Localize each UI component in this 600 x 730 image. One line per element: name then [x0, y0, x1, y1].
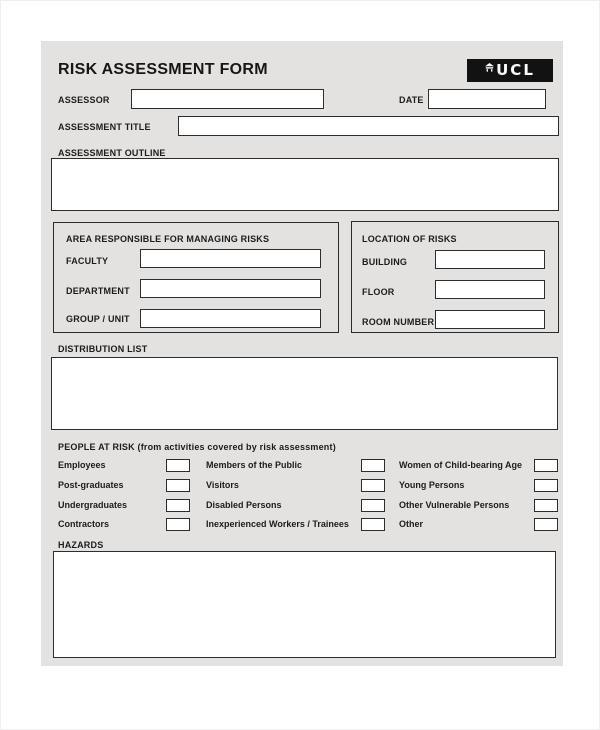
checkbox-visitors[interactable] [361, 479, 385, 492]
checkbox-members-of-the-public[interactable] [361, 459, 385, 472]
area-responsible-header: AREA RESPONSIBLE FOR MANAGING RISKS [66, 234, 270, 244]
checkbox-contractors[interactable] [166, 518, 190, 531]
checkbox-women-of-child-bearing-age[interactable] [534, 459, 558, 472]
assessor-input[interactable] [131, 89, 324, 109]
ucl-portico-icon [485, 63, 494, 72]
building-label: BUILDING [362, 257, 408, 267]
group-unit-input[interactable] [140, 309, 321, 328]
location-of-risks-box [351, 221, 559, 333]
person-category-label: Employees [58, 460, 106, 470]
floor-input[interactable] [435, 280, 545, 299]
date-input[interactable] [428, 89, 546, 109]
person-category-label: Visitors [206, 480, 239, 490]
building-input[interactable] [435, 250, 545, 269]
person-category-label: Members of the Public [206, 460, 303, 470]
person-category-label: Contractors [58, 519, 110, 529]
department-input[interactable] [140, 279, 321, 298]
checkbox-other[interactable] [534, 518, 558, 531]
checkbox-employees[interactable] [166, 459, 190, 472]
assessment-title-input[interactable] [178, 116, 559, 136]
assessment-outline-label: ASSESSMENT OUTLINE [58, 148, 166, 158]
checkbox-disabled-persons[interactable] [361, 499, 385, 512]
assessor-label: ASSESSOR [58, 95, 110, 105]
people-at-risk-row [41, 459, 563, 473]
checkbox-other-vulnerable-persons[interactable] [534, 499, 558, 512]
distribution-list-label: DISTRIBUTION LIST [58, 344, 148, 354]
person-category-label: Women of Child-bearing Age [399, 460, 522, 470]
location-of-risks-header: LOCATION OF RISKS [362, 234, 457, 244]
ucl-logo [467, 59, 553, 82]
faculty-label: FACULTY [66, 256, 109, 266]
area-responsible-box [53, 222, 339, 333]
person-category-label: Undergraduates [58, 500, 128, 510]
people-at-risk-row [41, 518, 563, 532]
people-at-risk-header: PEOPLE AT RISK (from activities covered by risk assessment) [58, 442, 336, 452]
person-category-label: Post-graduates [58, 480, 124, 490]
checkbox-young-persons[interactable] [534, 479, 558, 492]
person-category-label: Young Persons [399, 480, 465, 490]
person-category-label: Other [399, 519, 424, 529]
floor-label: FLOOR [362, 287, 395, 297]
checkbox-inexperienced-workers-trainees[interactable] [361, 518, 385, 531]
room-number-label: ROOM NUMBER [362, 317, 435, 327]
assessment-outline-textarea[interactable] [51, 158, 559, 211]
checkbox-undergraduates[interactable] [166, 499, 190, 512]
risk-assessment-form-panel [41, 41, 563, 666]
people-at-risk-row [41, 499, 563, 513]
room-number-input[interactable] [435, 310, 545, 329]
hazards-textarea[interactable] [53, 551, 556, 658]
hazards-label: HAZARDS [58, 540, 104, 550]
faculty-input[interactable] [140, 249, 321, 268]
date-label: DATE [399, 95, 424, 105]
assessment-title-label: ASSESSMENT TITLE [58, 122, 151, 132]
department-label: DEPARTMENT [66, 286, 130, 296]
person-category-label: Other Vulnerable Persons [399, 500, 510, 510]
checkbox-post-graduates[interactable] [166, 479, 190, 492]
ucl-logo-text: UCL [496, 61, 535, 79]
group-unit-label: GROUP / UNIT [66, 314, 130, 324]
distribution-list-textarea[interactable] [51, 357, 558, 430]
person-category-label: Disabled Persons [206, 500, 282, 510]
person-category-label: Inexperienced Workers / Trainees [206, 519, 349, 529]
people-at-risk-row [41, 479, 563, 493]
page-title: RISK ASSESSMENT FORM [58, 61, 268, 78]
